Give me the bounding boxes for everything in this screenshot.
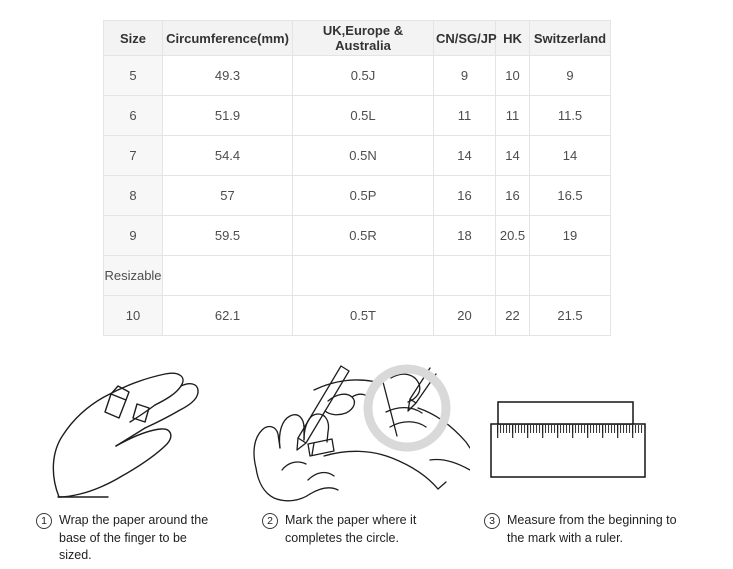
table-cell [293, 256, 434, 296]
step-3-illustration [450, 390, 710, 505]
table-cell: 0.5N [293, 136, 434, 176]
table-cell: 54.4 [163, 136, 293, 176]
hand-marking-paper-with-pencil-icon [240, 356, 470, 504]
step-number-badge: 1 [36, 513, 52, 529]
table-cell [496, 256, 530, 296]
table-cell: 0.5P [293, 176, 434, 216]
row-header-cell: 9 [104, 216, 163, 256]
hand-with-paper-strip-icon [28, 356, 248, 506]
column-header-switzerland: Switzerland [530, 21, 611, 56]
table-cell: 51.9 [163, 96, 293, 136]
step-number-badge: 2 [262, 513, 278, 529]
table-cell: 14 [434, 136, 496, 176]
table-cell: 59.5 [163, 216, 293, 256]
row-header-cell: 5 [104, 56, 163, 96]
column-header-cn-sg-jp: CN/SG/JP [434, 21, 496, 56]
column-header-uk-europe-australia: UK,Europe & Australia [293, 21, 434, 56]
step-3-caption [484, 512, 688, 547]
table-cell: 21.5 [530, 296, 611, 336]
table-row [104, 256, 611, 296]
table-cell: 22 [496, 296, 530, 336]
table-cell: 16 [434, 176, 496, 216]
row-header-cell: 10 [104, 296, 163, 336]
table-cell: 11 [434, 96, 496, 136]
step-1-illustration [28, 356, 248, 511]
table-cell [434, 256, 496, 296]
table-row [104, 216, 611, 256]
column-header-hk: HK [496, 21, 530, 56]
ruler-measuring-paper-icon [450, 390, 710, 500]
step-2-caption [262, 512, 424, 547]
step-caption-text: Mark the paper where it completes the circle. [285, 513, 417, 545]
row-header-cell: Resizable [104, 256, 163, 296]
table-cell: 20 [434, 296, 496, 336]
table-cell: 14 [530, 136, 611, 176]
table-cell: 20.5 [496, 216, 530, 256]
table-row [104, 176, 611, 216]
table-cell: 9 [530, 56, 611, 96]
table-cell: 9 [434, 56, 496, 96]
step-caption-text: Measure from the beginning to the mark with a ruler. [507, 513, 677, 545]
table-cell [530, 256, 611, 296]
step-2-illustration [240, 356, 470, 509]
column-header-circumference: Circumference(mm) [163, 21, 293, 56]
table-cell: 0.5R [293, 216, 434, 256]
table-cell: 19 [530, 216, 611, 256]
column-header-size: Size [104, 21, 163, 56]
table-header-row [104, 21, 611, 56]
table-cell [163, 256, 293, 296]
table-cell: 10 [496, 56, 530, 96]
table-row [104, 96, 611, 136]
table-row [104, 56, 611, 96]
table-cell: 16.5 [530, 176, 611, 216]
table-cell: 57 [163, 176, 293, 216]
table-cell: 62.1 [163, 296, 293, 336]
table-row [104, 136, 611, 176]
table-cell: 0.5L [293, 96, 434, 136]
row-header-cell: 7 [104, 136, 163, 176]
step-1-caption [36, 512, 216, 565]
table-cell: 0.5J [293, 56, 434, 96]
table-cell: 14 [496, 136, 530, 176]
ring-size-table [103, 20, 611, 336]
table-cell: 11.5 [530, 96, 611, 136]
table-row [104, 296, 611, 336]
row-header-cell: 8 [104, 176, 163, 216]
table-cell: 49.3 [163, 56, 293, 96]
table-cell: 0.5T [293, 296, 434, 336]
row-header-cell: 6 [104, 96, 163, 136]
table-cell: 16 [496, 176, 530, 216]
table-cell: 11 [496, 96, 530, 136]
step-number-badge: 3 [484, 513, 500, 529]
table-cell: 18 [434, 216, 496, 256]
step-caption-text: Wrap the paper around the base of the finger to be sized. [59, 513, 209, 562]
